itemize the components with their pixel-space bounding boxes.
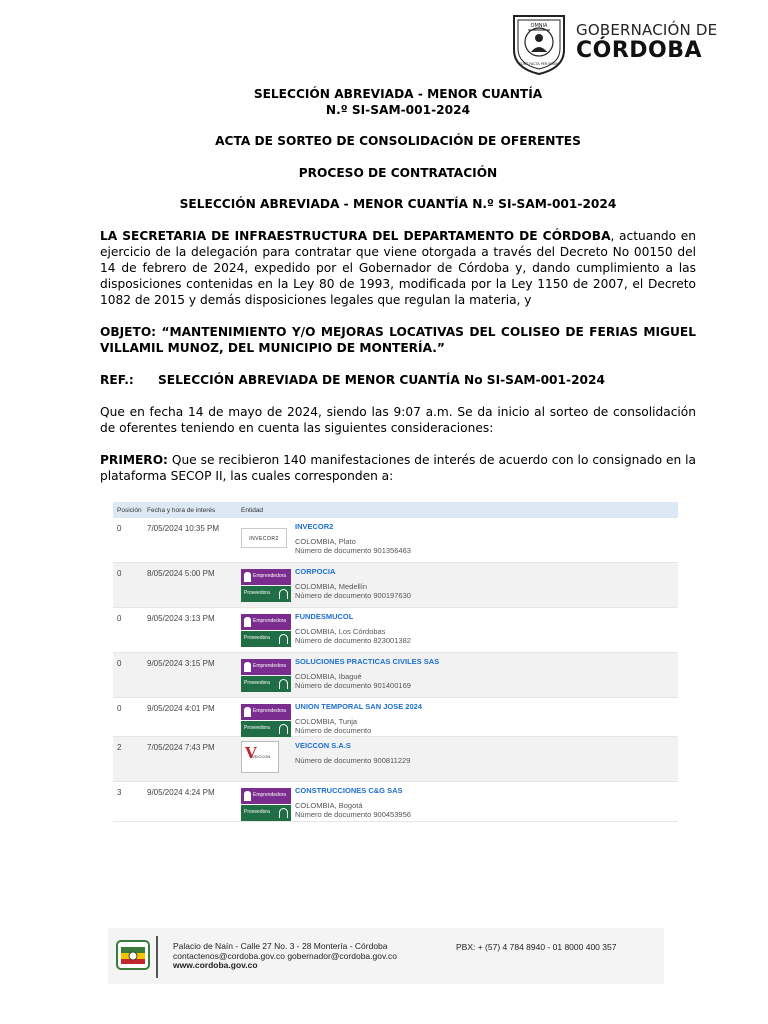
footer	[108, 928, 664, 984]
department-flag-icon	[116, 940, 150, 970]
entity-name-link[interactable]: VEICCON S.A.S	[295, 741, 351, 750]
entity-location: COLOMBIA, Los Córdobas	[295, 626, 386, 636]
entity-name-link[interactable]: SOLUCIONES PRACTICAS CIVILES SAS	[295, 657, 440, 666]
table-body	[113, 518, 678, 822]
footer-divider	[156, 936, 158, 978]
table-header	[113, 502, 678, 518]
title-line1: SELECCIÓN ABREVIADA - MENOR CUANTÍA	[253, 87, 543, 101]
paragraph-ref	[100, 372, 696, 388]
entity-document: Número de documento 900453956	[295, 810, 411, 819]
table-row	[113, 608, 678, 653]
table-row	[113, 653, 678, 698]
paragraph-primero	[100, 452, 696, 484]
entity-location: COLOMBIA, Medellín	[295, 581, 368, 591]
entity-location: Número de documento 900811229	[295, 755, 411, 765]
entity-location: COLOMBIA, Plato	[295, 536, 356, 546]
gobernacion-logo	[510, 12, 720, 76]
ref-text: SELECCIÓN ABREVIADA DE MENOR CUANTÍA No SI-SAM-001-2024	[158, 373, 605, 387]
row-position: 3	[117, 788, 122, 797]
paragraph-fecha: Que en fecha 14 de mayo de 2024, siendo las 9:07 a.m. Se da inicio al sorteo de consolidación de oferentes teniendo en cuenta las siguientes consideraciones:	[100, 405, 696, 435]
svg-text:OMNIA: OMNIA	[530, 23, 548, 29]
entity-document: Número de documento 901356463	[295, 546, 411, 555]
row-date: 7/05/2024 7:43 PM	[147, 743, 215, 752]
paragraph-objeto: OBJETO: “MANTENIMIENTO Y/O MEJORAS LOCATIVAS DEL COLISEO DE FERIAS MIGUEL VILLAMIL MUNOZ, DEL MUNICIPIO DE MONTERÍA.”	[100, 325, 696, 355]
ref-label: REF.:	[100, 373, 134, 387]
intro-entity: LA SECRETARIA DE INFRAESTRUCTURA DEL DEPARTAMENTO DE CÓRDOBA	[100, 229, 611, 243]
entity-name-link[interactable]: CONSTRUCCIONES C&G SAS	[295, 786, 403, 795]
entity-location: COLOMBIA, Bogotá	[295, 800, 363, 810]
secop-badge-icon: Emprendedora Proveedora	[241, 567, 291, 603]
primero-label: PRIMERO:	[100, 453, 168, 467]
table-row	[113, 698, 678, 737]
gov-title-line2: CÓRDOBA	[576, 38, 703, 63]
intro-text: , actuando en ejercicio de la delegación para contratar que viene otorgada a través del Decreto No 00150 del 14 de febrero de 2024, expedido por el Gobernador de Córdoba y, dando cumplimiento a las disposiciones contenidas en la Ley 80 de 1993, modificada por la Ley 1150 de 2007, el Decreto 1082 de 2015 y demás disposiciones legales que regulan la materia, y	[100, 229, 696, 307]
entity-name-link[interactable]: INVECOR2	[295, 522, 334, 531]
footer-website: www.cordoba.gov.co	[173, 960, 258, 970]
footer-address: Palacio de Naín - Calle 27 No. 3 - 28 Montería - Córdoba	[173, 941, 388, 951]
entity-name-link[interactable]: CORPOCIA	[295, 567, 336, 576]
footer-pbx: PBX: + (57) 4 784 8940 - 01 8000 400 357	[456, 942, 617, 952]
table-row	[113, 518, 678, 563]
primero-text: Que se recibieron 140 manifestaciones de interés de acuerdo con lo consignado en la plataforma SECOP II, las cuales corresponden a:	[100, 453, 696, 483]
secop-interest-table	[113, 502, 678, 826]
row-date: 9/05/2024 4:24 PM	[147, 788, 215, 797]
title-proceso: PROCESO DE CONTRATACIÓN	[298, 166, 498, 180]
header-entidad: Entidad	[241, 506, 264, 514]
row-position: 2	[117, 743, 122, 752]
row-date: 9/05/2024 3:13 PM	[147, 614, 215, 623]
row-position: 0	[117, 659, 122, 668]
row-date: 9/05/2024 4:01 PM	[147, 704, 215, 713]
company-logo-icon: INVECOR2	[241, 522, 291, 558]
title-line2: N.º SI-SAM-001-2024	[325, 103, 471, 117]
title-seleccion: SELECCIÓN ABREVIADA - MENOR CUANTÍA N.º SI-SAM-001-2024	[179, 197, 617, 211]
header-fecha: Fecha y hora de interés	[147, 506, 216, 514]
company-logo-icon: V VEICCON	[241, 741, 291, 777]
header-posicion: Posición	[117, 506, 142, 514]
gov-title-line1: GOBERNACIÓN DE	[576, 21, 718, 39]
footer-emails: contactenos@cordoba.gov.co gobernador@cordoba.gov.co	[173, 950, 397, 961]
title-acta: ACTA DE SORTEO DE CONSOLIDACIÓN DE OFERENTES	[215, 134, 581, 148]
row-position: 0	[117, 524, 122, 533]
entity-document: Número de documento 823001382	[295, 636, 411, 645]
table-row	[113, 563, 678, 608]
secop-badge-icon: Emprendedora Proveedora	[241, 786, 291, 822]
secop-badge-icon: Emprendedora Proveedora	[241, 657, 291, 693]
row-position: 0	[117, 569, 122, 578]
paragraph-intro	[100, 228, 696, 308]
entity-document: Número de documento 900197630	[295, 591, 411, 600]
svg-text:SUNT FACTA PER IPSUM: SUNT FACTA PER IPSUM	[518, 62, 560, 66]
entity-location: COLOMBIA, Ibagué	[295, 671, 362, 681]
entity-document: Número de documento	[295, 726, 372, 735]
secop-badge-icon: Emprendedora Proveedora	[241, 702, 291, 738]
secop-badge-icon: Emprendedora Proveedora	[241, 612, 291, 648]
row-position: 0	[117, 704, 122, 713]
row-position: 0	[117, 614, 122, 623]
coat-of-arms-seal-icon	[510, 12, 568, 76]
entity-name-link[interactable]: UNION TEMPORAL SAN JOSE 2024	[295, 702, 422, 711]
table-row	[113, 737, 678, 782]
entity-document: Número de documento 901400169	[295, 681, 411, 690]
row-date: 9/05/2024 3:15 PM	[147, 659, 215, 668]
table-row	[113, 782, 678, 822]
row-date: 8/05/2024 5:00 PM	[147, 569, 215, 578]
row-date: 7/05/2024 10:35 PM	[147, 524, 220, 533]
entity-location: COLOMBIA, Tunja	[295, 716, 358, 726]
entity-name-link[interactable]: FUNDESMUCOL	[295, 612, 354, 621]
